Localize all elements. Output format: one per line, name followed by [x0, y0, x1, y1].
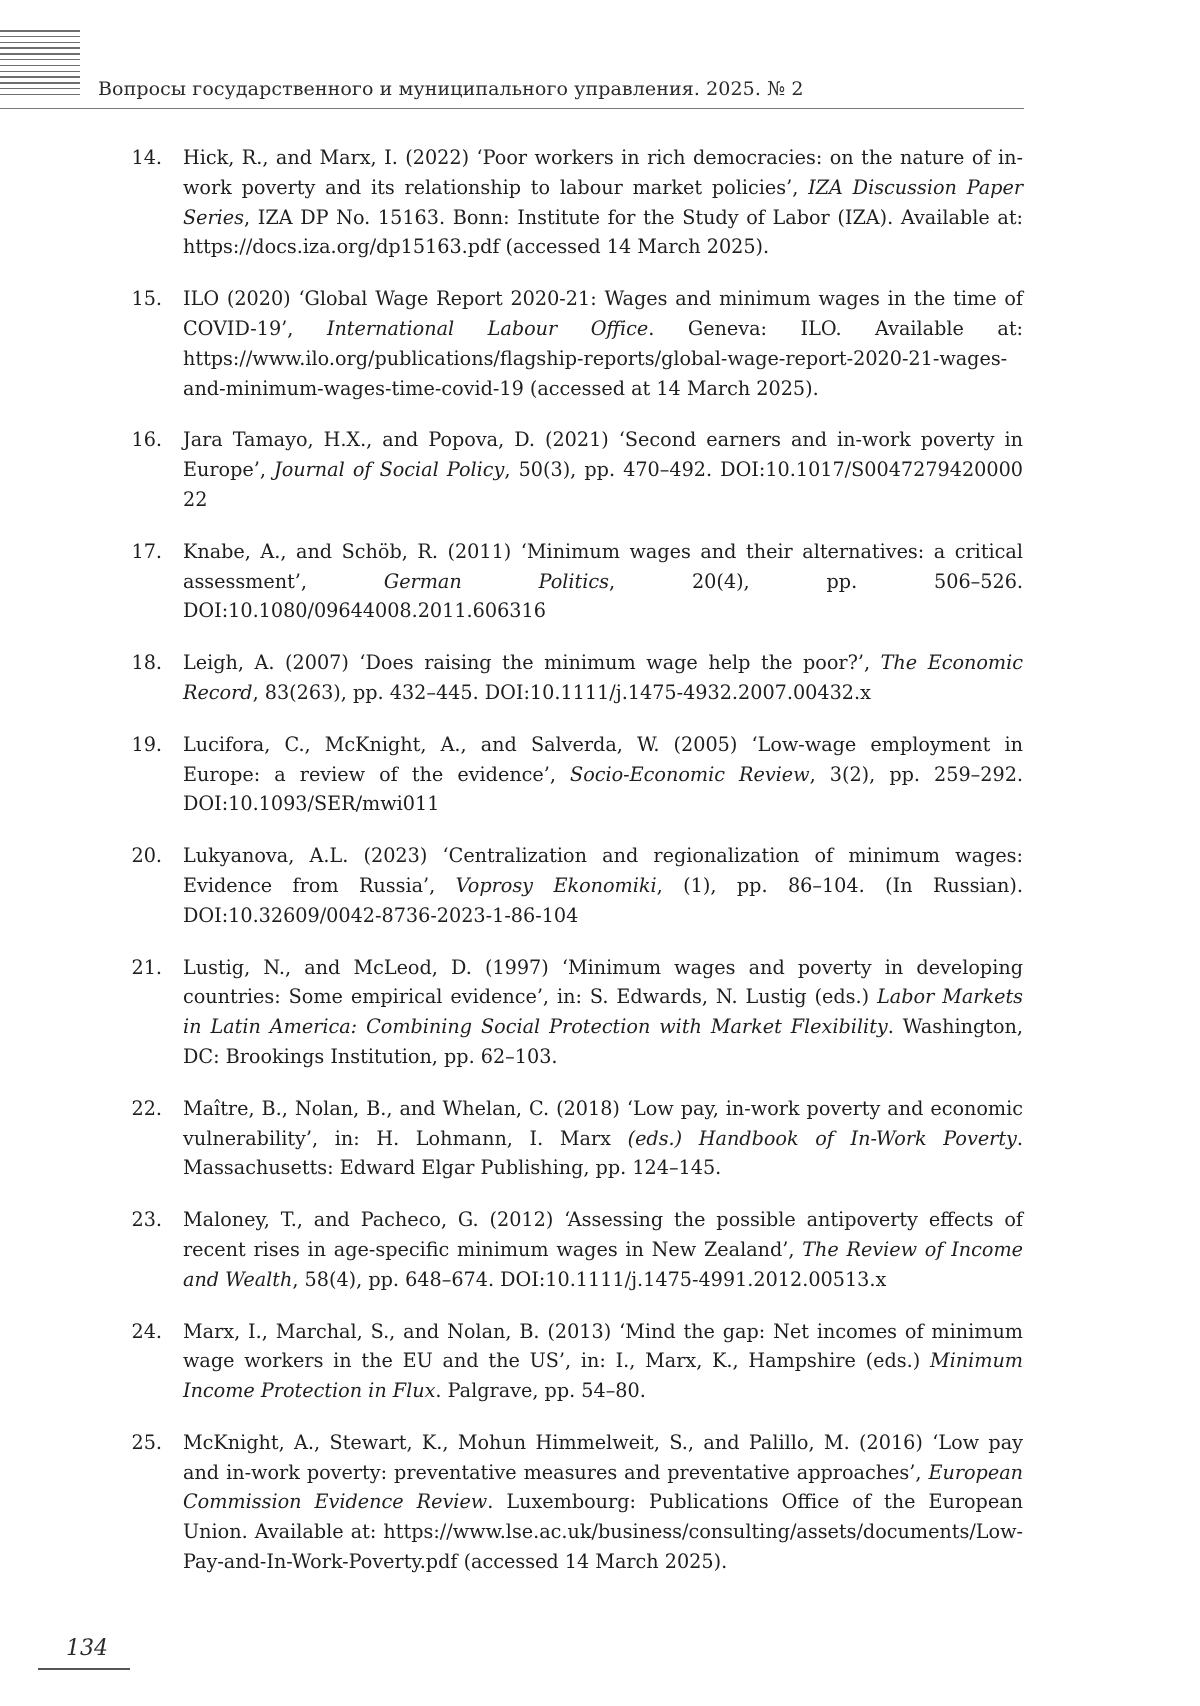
reference-number: 22.	[131, 1096, 162, 1120]
reference-text-segment: . Palgrave, pp. 54–80.	[435, 1379, 646, 1403]
reference-text-segment: . Washington, DC: Brookings Institution, pp. 62–103.	[183, 1015, 1023, 1068]
reference-text-segment: , (1), pp. 86–104. (In Russian). DOI:10.32609/0042-8736-2023-1-86-104	[183, 873, 1023, 927]
reference-number: 14.	[131, 146, 162, 169]
reference-text-segment: . Massachusetts: Edward Elgar Publishing, pp. 124–145.	[183, 1126, 1024, 1180]
reference-item	[0, 953, 1023, 1072]
reference-title-italic: German Politics	[383, 569, 609, 593]
reference-title-italic: The Review of Income and Wealth	[183, 1237, 1023, 1291]
reference-text	[183, 956, 1023, 1068]
reference-text	[183, 1097, 1023, 1180]
reference-title-italic: European Commission Evidence Review	[183, 1460, 1023, 1514]
reference-text-segment: Hick, R., and Marx, I. (2022) ‘Poor workers in rich democracies: on the nature of in-work poverty and its relationship to labour market policies’,	[183, 146, 1023, 199]
reference-text	[183, 146, 1023, 258]
reference-title-italic: IZA Discussion Paper Series	[183, 175, 1023, 229]
reference-text	[183, 540, 1023, 623]
reference-text	[183, 287, 1023, 399]
reference-text-segment: Lustig, N., and McLeod, D. (1997) ‘Minimum wages and poverty in developing countries: Some empirical evidence’, in: S. Edwards, N. Lustig (eds.)	[183, 955, 1023, 1009]
reference-list	[0, 143, 1200, 1599]
reference-text-segment: . Geneva: ILO. Available at: https://www.ilo.org/publications/flagship-reports/global-wage-report-2020-21-wages-and-minimum-wages-time-covid-19 (accessed at 14 March 2025).	[183, 316, 1023, 400]
reference-title-italic: Socio-Economic Review	[570, 762, 810, 786]
header-stripe-decoration	[0, 30, 80, 100]
reference-text	[183, 1208, 1023, 1291]
reference-item	[0, 284, 1023, 403]
reference-item	[0, 425, 1023, 514]
reference-text-segment: . Luxembourg: Publications Office of the European Union. Available at: https://www.lse.ac.uk/business/consulting/assets/documents/Low-Pay-and-In-Work-Poverty.pdf (accessed 14 March 2025).	[183, 1490, 1023, 1574]
reference-text-segment: ILO (2020) ‘Global Wage Report 2020-21: Wages and minimum wages in the time of COVID-19’,	[183, 287, 1023, 340]
reference-text	[183, 1320, 1023, 1403]
running-header-title: Вопросы государственного и муниципального управления. 2025. № 2	[98, 78, 804, 100]
reference-item	[0, 143, 1023, 262]
reference-text	[183, 428, 1023, 511]
reference-item	[0, 841, 1023, 930]
reference-title-italic: Journal of Social Policy	[274, 458, 505, 482]
reference-text-segment: , 83(263), pp. 432–445. DOI:10.1111/j.1475-4932.2007.00432.x	[252, 680, 871, 704]
reference-text-segment: , 3(2), pp. 259–292. DOI:10.1093/SER/mwi011	[183, 762, 1023, 816]
reference-text-segment: , IZA DP No. 15163. Bonn: Institute for the Study of Labor (IZA). Available at: https://docs.iza.org/dp15163.pdf (accessed 14 March 2025).	[183, 205, 1023, 259]
page-number: 134	[66, 1636, 108, 1661]
reference-item	[0, 1094, 1023, 1183]
reference-title-italic: International Labour Office	[326, 316, 649, 340]
reference-title-italic: Labor Markets in Latin America: Combining Social Protection with Market Flexibility	[183, 985, 1023, 1039]
reference-text-segment: McKnight, A., Stewart, K., Mohun Himmelweit, S., and Palillo, M. (2016) ‘Low pay and in-work poverty: preventative measures and preventative approaches’,	[183, 1430, 1023, 1484]
reference-number: 19.	[131, 732, 162, 756]
footer-rule	[38, 1668, 130, 1670]
header-rule	[0, 108, 1024, 109]
reference-text-segment: , 58(4), pp. 648–674. DOI:10.1111/j.1475-4991.2012.00513.x	[292, 1267, 887, 1291]
reference-item	[0, 730, 1023, 819]
reference-text-segment: Lukyanova, A.L. (2023) ‘Centralization and regionalization of minimum wages: Evidence from Russia’,	[183, 844, 1023, 897]
reference-item	[0, 648, 1023, 708]
reference-text-segment: Marx, I., Marchal, S., and Nolan, B. (2013) ‘Mind the gap: Net incomes of minimum wage workers in the EU and the US’, in: I., Marx, K., Hampshire (eds.)	[183, 1319, 1023, 1373]
reference-number: 24.	[131, 1319, 162, 1343]
reference-item	[0, 1317, 1023, 1406]
reference-title-italic: Voprosy Ekonomiki	[455, 873, 657, 897]
reference-number: 21.	[131, 955, 162, 979]
reference-number: 20.	[131, 844, 162, 868]
reference-text	[183, 651, 1023, 704]
reference-number: 23.	[131, 1208, 162, 1232]
reference-number: 16.	[131, 428, 162, 452]
reference-number: 25.	[131, 1430, 162, 1454]
reference-title-italic: Minimum Income Protection in Flux	[183, 1349, 1023, 1403]
reference-text	[183, 844, 1023, 927]
reference-text-segment: , 50(3), pp. 470–492. DOI:10.1017/S0047279420000​22	[183, 458, 1023, 511]
reference-title-italic: The Economic Record	[183, 651, 1023, 704]
reference-title-italic: (eds.) Handbook of In-Work Poverty	[627, 1126, 1017, 1150]
reference-text-segment: Maître, B., Nolan, B., and Whelan, C. (2018) ‘Low pay, in-work poverty and economic vulnerability’, in: H. Lohmann, I. Marx	[183, 1096, 1023, 1150]
reference-number: 17.	[131, 539, 162, 563]
reference-number: 15.	[131, 287, 162, 311]
reference-text-segment: Maloney, T., and Pacheco, G. (2012) ‘Assessing the possible antipoverty effects of recent rises in age-specific minimum wages in New Zealand’,	[183, 1208, 1023, 1261]
reference-text-segment: , 20(4), pp. 506–526. DOI:10.1080/09644008.2011.606316	[183, 569, 1023, 623]
reference-item	[0, 1205, 1023, 1294]
reference-text	[183, 733, 1023, 816]
reference-item	[0, 1428, 1023, 1577]
reference-text-segment: Leigh, A. (2007) ‘Does raising the minimum wage help the poor?’,	[183, 651, 881, 675]
reference-text-segment: Lucifora, C., McKnight, A., and Salverda, W. (2005) ‘Low-wage employment in Europe: a review of the evidence’,	[183, 732, 1023, 786]
reference-number: 18.	[131, 651, 162, 675]
reference-text-segment: Knabe, A., and Schöb, R. (2011) ‘Minimum wages and their alternatives: a critical assessment’,	[183, 539, 1023, 593]
reference-item	[0, 537, 1023, 626]
reference-text	[183, 1431, 1023, 1573]
reference-text-segment: Jara Tamayo, H.X., and Popova, D. (2021) ‘Second earners and in-work poverty in Europe’,	[183, 428, 1023, 482]
